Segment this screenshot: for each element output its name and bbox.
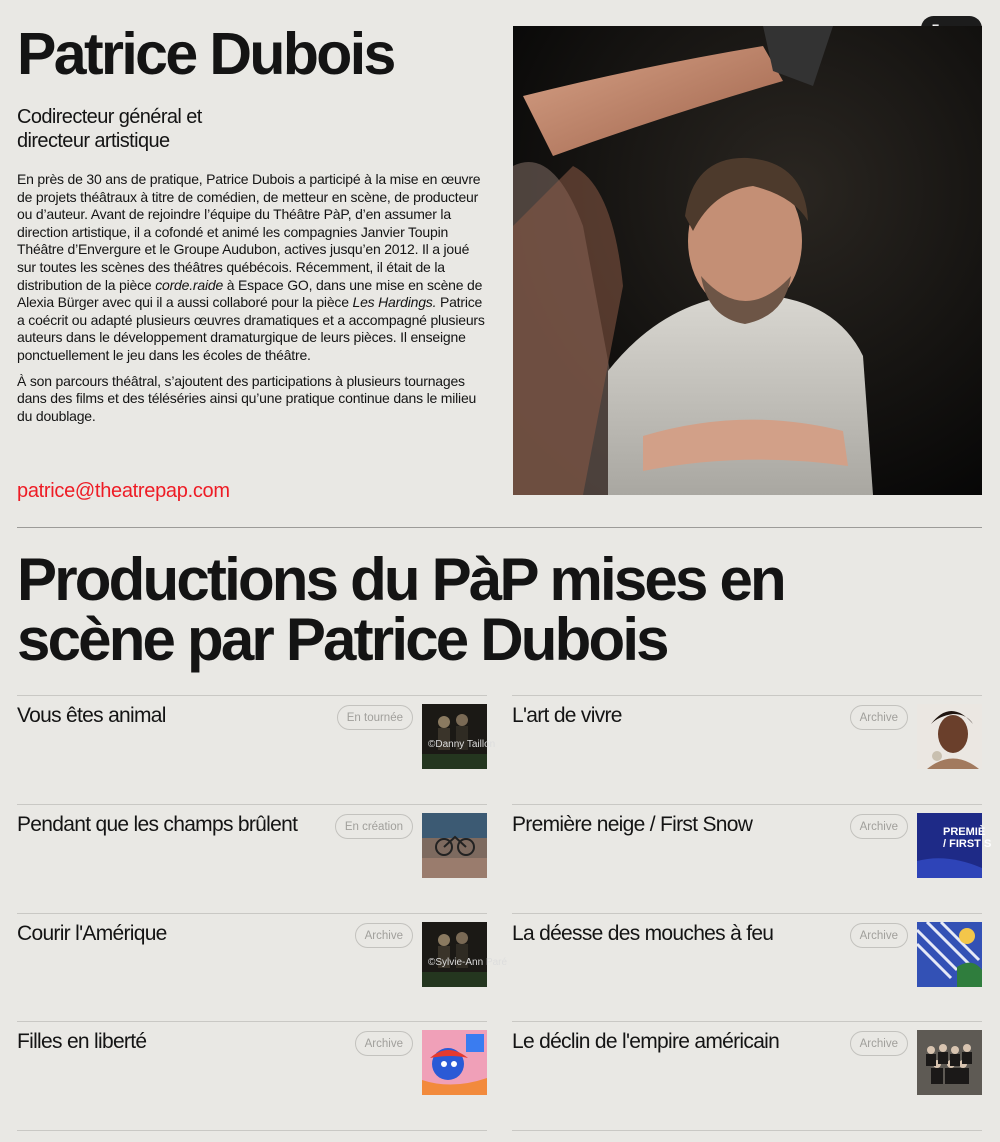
production-card[interactable] <box>17 1021 487 1130</box>
production-card-partial <box>512 1130 982 1142</box>
production-title[interactable]: Pendant que les champs brûlent <box>17 813 298 836</box>
production-thumbnail[interactable] <box>917 1030 982 1095</box>
production-thumbnail[interactable] <box>917 813 992 878</box>
production-title[interactable]: La déesse des mouches à feu <box>512 922 774 945</box>
status-badge: En tournée <box>337 705 413 730</box>
production-card-partial <box>17 1130 487 1142</box>
work-title: corde.raide <box>155 276 224 293</box>
production-card[interactable] <box>512 695 982 804</box>
svg-text:/ FIRST S: / FIRST S <box>943 838 992 850</box>
bio-text: À son parcours théâtral, s’ajoutent des participations à plusieurs tournages dans des films et des téléséries ainsi qu’une pratique continue dans le milieu du doublage. <box>17 372 477 424</box>
production-thumbnail[interactable] <box>422 813 487 878</box>
productions-heading: Productions du PàP mises en scène par Patrice Dubois <box>17 546 784 673</box>
production-thumbnail[interactable] <box>422 922 508 987</box>
bio-paragraph <box>17 373 487 426</box>
production-card[interactable] <box>17 695 496 804</box>
production-card[interactable] <box>512 913 982 1022</box>
production-title[interactable]: L'art de vivre <box>512 704 622 727</box>
status-badge: Archive <box>355 1031 413 1056</box>
svg-text:©Danny Taillon: ©Danny Taillon <box>428 739 496 750</box>
svg-text:PREMIÈ: PREMIÈ <box>943 826 986 838</box>
production-thumbnail[interactable] <box>917 704 982 769</box>
production-card[interactable] <box>512 1021 982 1130</box>
person-name: Patrice Dubois <box>17 21 394 87</box>
work-title: Les Hardings. <box>352 294 437 311</box>
status-badge: Archive <box>355 923 413 948</box>
production-title[interactable]: Première neige / First Snow <box>512 813 753 836</box>
svg-text:©Sylvie-Ann Paré: ©Sylvie-Ann Paré <box>428 957 508 968</box>
production-title[interactable]: Le déclin de l'empire américain <box>512 1030 780 1053</box>
status-badge: Archive <box>850 1031 908 1056</box>
production-card[interactable] <box>512 804 992 913</box>
email-link[interactable]: patrice@theatrepap.com <box>17 480 230 502</box>
production-card[interactable] <box>17 804 487 913</box>
bio-text: En près de 30 ans de pratique, Patrice Dubois a participé à la mise en œuvre de projets théâtraux à titre de comédien, de metteur en scène, de producteur ou d’auteur. Avant de rejoindre l’équipe du Théâtre PàP, d’en assumer la direction artistique, il a cofondé et animé les compagnies Janvier Toupin Théâtre d’Envergure et le Groupe Audubon, actives jusqu’en 2012. Il a joué sur toutes les scènes des théâtres québécois. Récemment, il était de la distribution de la pièce <box>17 171 481 293</box>
production-title[interactable]: Vous êtes animal <box>17 704 166 727</box>
status-badge: En création <box>335 814 413 839</box>
production-title[interactable]: Filles en liberté <box>17 1030 147 1053</box>
production-card[interactable] <box>17 913 508 1022</box>
person-role: Codirecteur général et directeur artistique <box>17 106 202 152</box>
portrait-photo <box>513 26 982 495</box>
production-title[interactable]: Courir l'Amérique <box>17 922 167 945</box>
production-thumbnail[interactable] <box>917 922 982 987</box>
person-bio <box>17 171 487 433</box>
status-badge: Archive <box>850 705 908 730</box>
bio-text: à Espace GO, dans une mise en scène de Alexia Bürger avec qui il a aussi collaboré pour la pièce <box>17 276 483 311</box>
bio-text: Patrice a coécrit ou adapté plusieurs œuvres dramatiques et a accompagné plusieurs auteurs dans le développement dramaturgique de leurs pièces. Il enseigne ponctuellement le jeu dans les écoles de théâtre. <box>17 294 485 363</box>
production-thumbnail[interactable] <box>422 704 496 769</box>
production-thumbnail[interactable] <box>422 1030 487 1095</box>
status-badge: Archive <box>850 814 908 839</box>
section-divider <box>17 527 982 528</box>
status-badge: Archive <box>850 923 908 948</box>
bio-paragraph <box>17 171 487 365</box>
